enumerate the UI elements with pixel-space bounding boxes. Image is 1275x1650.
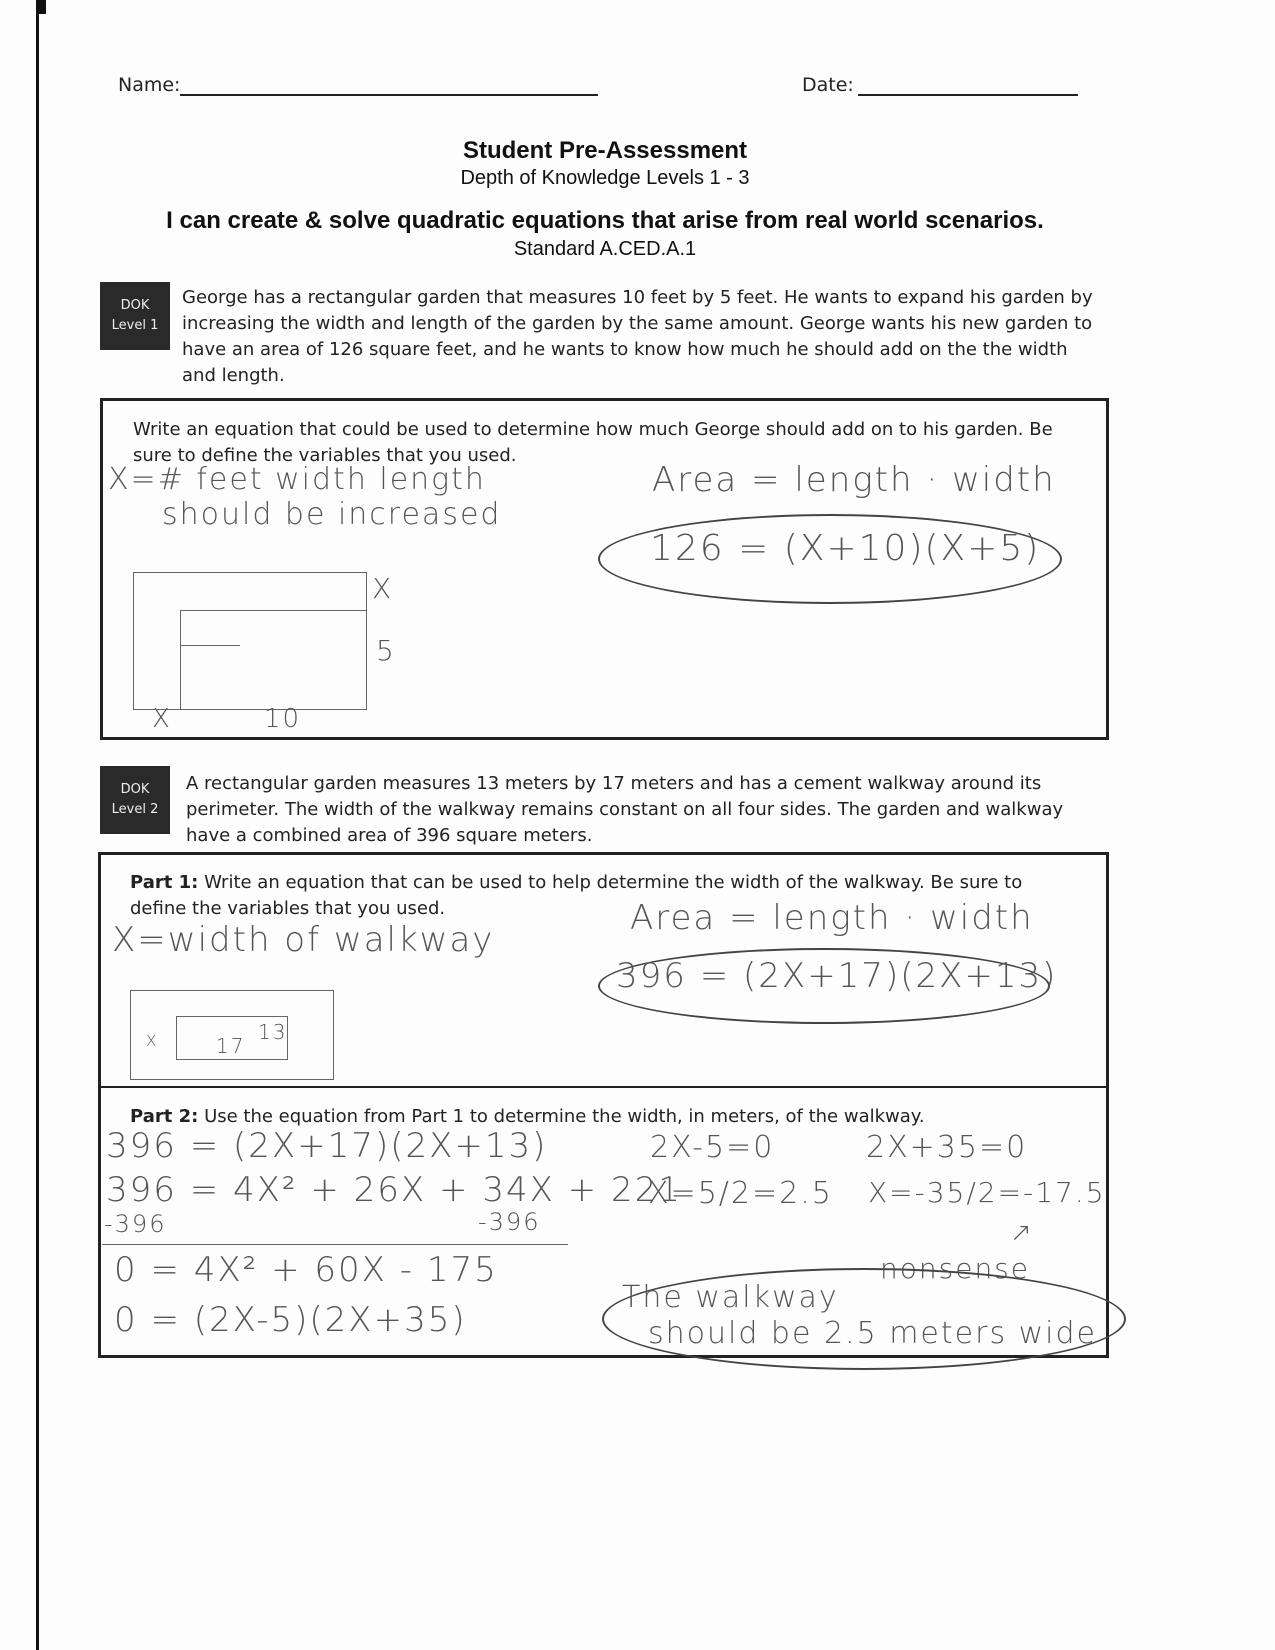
- dok-level-2-badge: DOK Level 2: [100, 766, 170, 834]
- hw-area-formula: Area = length · width: [652, 460, 1056, 500]
- hw-underline: [102, 1244, 568, 1245]
- garden-sketch-inner: [180, 610, 367, 710]
- hw-case-1-solution: X=5/2=2.5: [648, 1176, 833, 1211]
- hw-step-2: 396 = 4X² + 26X + 34X + 221: [106, 1170, 682, 1210]
- hw-label-x-bottom: X: [152, 704, 172, 734]
- hw-diagram-17: 17: [216, 1034, 246, 1058]
- part-1-prompt: Part 1: Write an equation that can be used to help determine the width of the walkway. Be sure to define the variables that you used.: [130, 872, 1023, 919]
- hw-equation-2: 396 = (2X+17)(2X+13): [616, 956, 1058, 996]
- hw-diagram-x: X: [146, 1032, 159, 1050]
- hw-case-2-eq: 2X+35=0: [866, 1130, 1028, 1165]
- date-label: Date:: [802, 74, 854, 96]
- hw-variable-definition: X=# feet width length: [108, 462, 486, 497]
- dok-level-1-badge: DOK Level 1: [100, 282, 170, 350]
- hw-arrow-icon: ↗: [1010, 1218, 1034, 1248]
- part-divider: [98, 1086, 1107, 1088]
- hw-step-4: 0 = (2X-5)(2X+35): [114, 1300, 467, 1340]
- hw-nonsense-note: nonsense: [880, 1252, 1030, 1285]
- part-2-prompt: Part 2: Use the equation from Part 1 to determine the width, in meters, of the walkway.: [130, 1106, 925, 1127]
- hw-label-10: 10: [264, 704, 302, 734]
- hw-variable-definition-cont: should be increased: [162, 497, 502, 532]
- hw-step-3: 0 = 4X² + 60X - 175: [114, 1250, 498, 1290]
- date-field-line[interactable]: [858, 94, 1078, 96]
- hw-step-1: 396 = (2X+17)(2X+13): [106, 1126, 548, 1166]
- hw-case-1-eq: 2X-5=0: [650, 1130, 775, 1165]
- hw-case-2-solution: X=-35/2=-17.5: [868, 1176, 1106, 1209]
- garden-sketch-mark: [180, 645, 240, 646]
- page-corner: [36, 0, 46, 14]
- standard-code: Standard A.CED.A.1: [513, 238, 697, 260]
- hw-equation-1: 126 = (X+10)(X+5): [650, 528, 1041, 569]
- name-label: Name:: [118, 74, 181, 96]
- page-subtitle: Depth of Knowledge Levels 1 - 3: [460, 167, 750, 189]
- hw-answer-line-2: should be 2.5 meters wide: [648, 1316, 1097, 1351]
- name-field-line[interactable]: [180, 94, 598, 96]
- hw-step-2-subtract-left: -396: [104, 1210, 167, 1238]
- hw-walkway-variable: X=width of walkway: [112, 920, 495, 960]
- hw-step-2-subtract-right: -396: [478, 1208, 541, 1236]
- page-title: Student Pre-Assessment: [462, 137, 748, 164]
- hw-label-x-right: X: [372, 572, 394, 605]
- hw-label-5: 5: [376, 634, 396, 667]
- hw-answer-line-1: The walkway: [622, 1280, 839, 1315]
- hw-diagram-13: 13: [258, 1020, 288, 1044]
- problem-1-text: George has a rectangular garden that measures 10 feet by 5 feet. He wants to expand his garden by increasing the width and length of the garden by the same amount. George wants his new garden to have an area of 126 square feet, and he wants to know how much he should add on the the width and length.: [182, 287, 1093, 386]
- question-1-prompt: Write an equation that could be used to determine how much George should add on to his garden. Be sure to define the variables that you used.: [133, 419, 1053, 466]
- hw-area-formula-2: Area = length · width: [630, 898, 1034, 938]
- problem-2-text: A rectangular garden measures 13 meters by 17 meters and has a cement walkway around its perimeter. The width of the walkway remains constant on all four sides. The garden and walkway have a combined area of 396 square meters.: [186, 773, 1064, 846]
- learning-objective: I can create & solve quadratic equations that arise from real world scenarios.: [166, 207, 1044, 234]
